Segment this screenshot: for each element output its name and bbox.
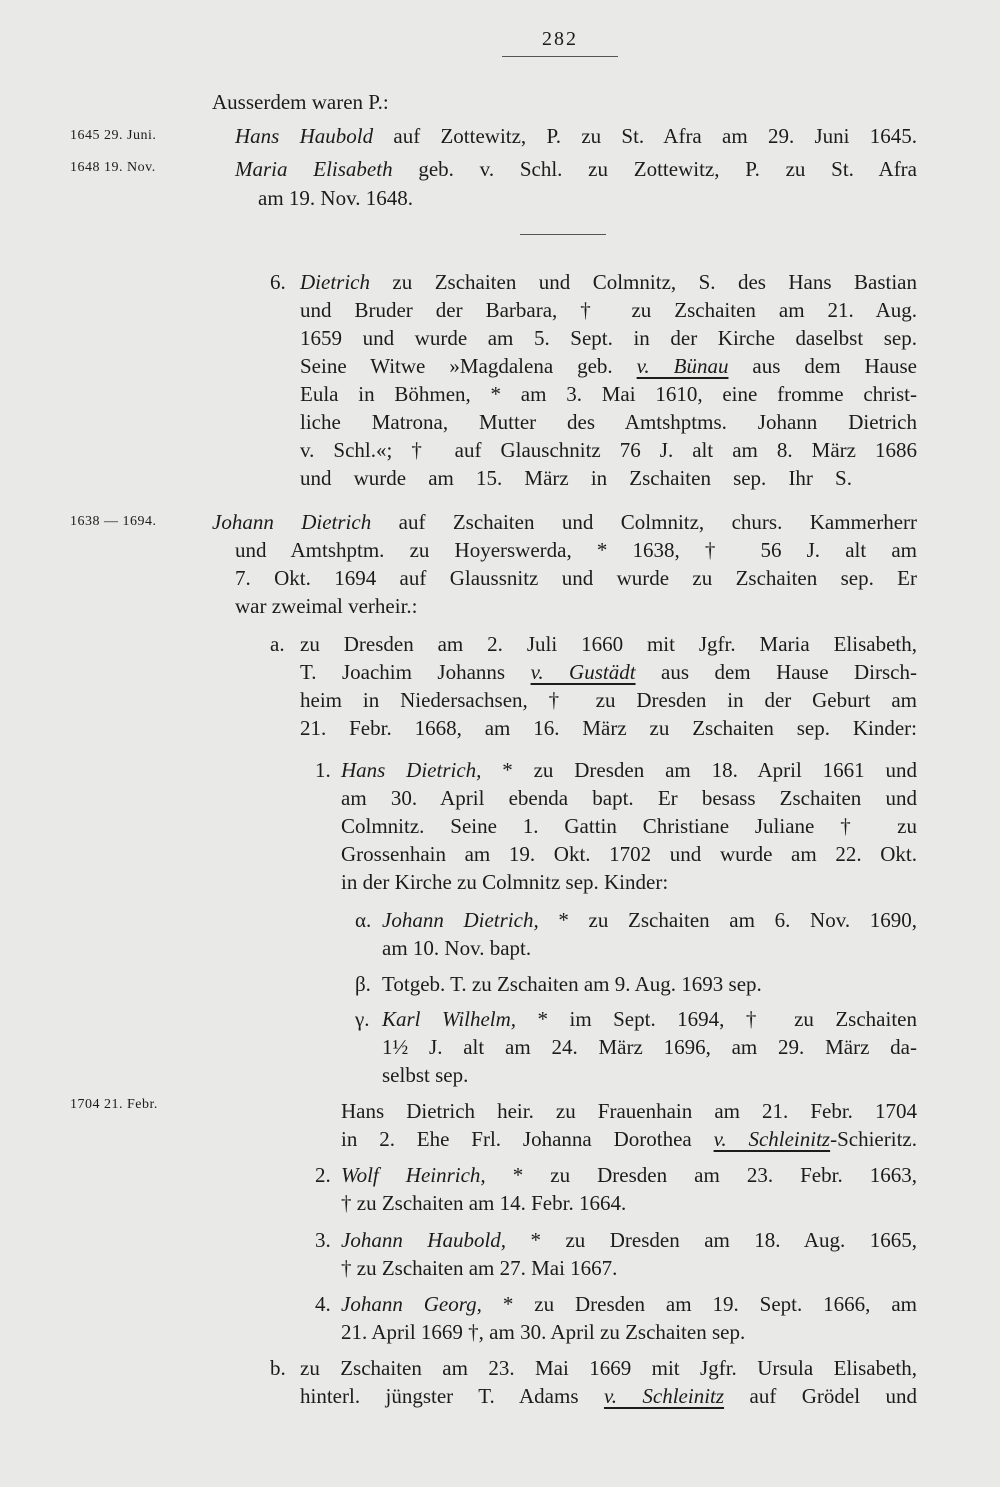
section-divider (520, 234, 606, 235)
entry-line: selbst sep. (382, 1063, 469, 1087)
page-number: 282 (542, 28, 578, 50)
person-name: Wolf Heinrich, (341, 1163, 486, 1187)
entry-line: am 10. Nov. bapt. (382, 936, 532, 960)
entry-line: Dietrich zu Zschaiten und Colmnitz, S. des Hans Bastian (300, 270, 917, 294)
entry-line: in der Kirche zu Colmnitz sep. Kinder: (341, 870, 669, 894)
entry-line: Johann Dietrich auf Zschaiten und Colmnitz, churs. Kammerherr (212, 510, 918, 534)
family-name: v. Schleinitz (603, 1384, 725, 1408)
entry-line: und wurde am 15. März in Zschaiten sep. Ihr S. (300, 466, 852, 490)
entry-line: und Bruder der Barbara, † zu Zschaiten am 21. Aug. (300, 298, 917, 322)
person-name: Johann Haubold, (341, 1228, 507, 1252)
marriage-letter: a. (270, 632, 285, 656)
entry-number: 1. (315, 758, 331, 782)
person-name: Karl Wilhelm, (382, 1007, 517, 1031)
entry-line: zu Zschaiten am 23. Mai 1669 mit Jgfr. Ursula Elisabeth, (300, 1356, 917, 1380)
entry-line: heim in Niedersachsen, † zu Dresden in der Geburt am (300, 688, 917, 712)
entry-line: Colmnitz. Seine 1. Gattin Christiane Juliane † zu (341, 814, 917, 838)
margin-note: 1645 29. Juni. (70, 128, 157, 143)
family-name: v. Schleinitz (713, 1127, 831, 1151)
entry-line: Grossenhain am 19. Okt. 1702 und wurde am 22. Okt. (341, 842, 917, 866)
entry-symbol: α. (355, 908, 372, 932)
entry-line: 1659 und wurde am 5. Sept. in der Kirche daselbst sep. (300, 326, 917, 350)
entry-line: 1½ J. alt am 24. März 1696, am 29. März da- (382, 1035, 917, 1059)
entry-line: Wolf Heinrich, * zu Dresden am 23. Febr. 1663, (341, 1163, 917, 1187)
entry-line: war zweimal verheir.: (235, 594, 418, 618)
entry-line: in 2. Ehe Frl. Johanna Dorothea v. Schleinitz-Schieritz. (341, 1127, 917, 1151)
entry-line: Eula in Böhmen, * am 3. Mai 1610, eine fromme christ- (300, 382, 917, 406)
entry-line: 21. April 1669 †, am 30. April zu Zschaiten sep. (341, 1320, 746, 1344)
entry-number: 6. (270, 270, 286, 294)
entry-line: zu Dresden am 2. Juli 1660 mit Jgfr. Maria Elisabeth, (300, 632, 917, 656)
family-name: v. Gustädt (530, 660, 636, 684)
person-name: Hans Dietrich, (341, 758, 482, 782)
entry-symbol: β. (355, 972, 371, 996)
marriage-letter: b. (270, 1356, 286, 1380)
entry-line: Totgeb. T. zu Zschaiten am 9. Aug. 1693 sep. (382, 972, 762, 996)
entry-line: Seine Witwe »Magdalena geb. v. Bünau aus dem Hause (300, 354, 917, 378)
margin-note: 1638 — 1694. (70, 514, 157, 529)
entry-line: † zu Zschaiten am 14. Febr. 1664. (341, 1191, 627, 1215)
entry-line: Johann Haubold, * zu Dresden am 18. Aug. 1665, (341, 1228, 917, 1252)
person-name: Dietrich (300, 270, 370, 294)
entry-line: am 19. Nov. 1648. (258, 186, 413, 210)
person-name: Johann Dietrich (212, 510, 372, 534)
entry-line: 7. Okt. 1694 auf Glaussnitz und wurde zu Zschaiten sep. Er (235, 566, 917, 590)
entry-line: Karl Wilhelm, * im Sept. 1694, † zu Zschaiten (382, 1007, 917, 1031)
entry-line: Hans Dietrich heir. zu Frauenhain am 21. Febr. 1704 (341, 1099, 917, 1123)
entry-line: Hans Haubold auf Zottewitz, P. zu St. Afra am 29. Juni 1645. (235, 124, 917, 148)
margin-note: 1648 19. Nov. (70, 160, 156, 175)
entry-line: liche Matrona, Mutter des Amtshptms. Johann Dietrich (300, 410, 917, 434)
entry-line: am 30. April ebenda bapt. Er besass Zschaiten und (341, 786, 917, 810)
entry-line: Maria Elisabeth geb. v. Schl. zu Zottewitz, P. zu St. Afra (235, 157, 917, 181)
entry-number: 2. (315, 1163, 331, 1187)
page-number-rule (502, 56, 618, 57)
family-name: v. Bünau (636, 354, 729, 378)
entry-number: 3. (315, 1228, 331, 1252)
entry-line: Johann Dietrich, * zu Zschaiten am 6. Nov. 1690, (382, 908, 917, 932)
person-name: Johann Georg, (341, 1292, 482, 1316)
intro-line: Ausserdem waren P.: (212, 90, 389, 114)
entry-line: Johann Georg, * zu Dresden am 19. Sept. 1666, am (341, 1292, 917, 1316)
entry-number: 4. (315, 1292, 331, 1316)
entry-line: und Amtshptm. zu Hoyerswerda, * 1638, † 56 J. alt am (235, 538, 917, 562)
entry-symbol: γ. (355, 1007, 370, 1031)
person-name: Hans Haubold (235, 124, 374, 148)
entry-line: T. Joachim Johanns v. Gustädt aus dem Hause Dirsch- (300, 660, 917, 684)
entry-line: v. Schl.«; † auf Glauschnitz 76 J. alt am 8. März 1686 (300, 438, 917, 462)
entry-line: Hans Dietrich, * zu Dresden am 18. April 1661 und (341, 758, 917, 782)
person-name: Johann Dietrich, (382, 908, 539, 932)
person-name: Maria Elisabeth (235, 157, 393, 181)
entry-line: † zu Zschaiten am 27. Mai 1667. (341, 1256, 618, 1280)
margin-note: 1704 21. Febr. (70, 1097, 158, 1112)
entry-line: 21. Febr. 1668, am 16. März zu Zschaiten sep. Kinder: (300, 716, 917, 740)
entry-line: hinterl. jüngster T. Adams v. Schleinitz auf Grödel und (300, 1384, 917, 1408)
